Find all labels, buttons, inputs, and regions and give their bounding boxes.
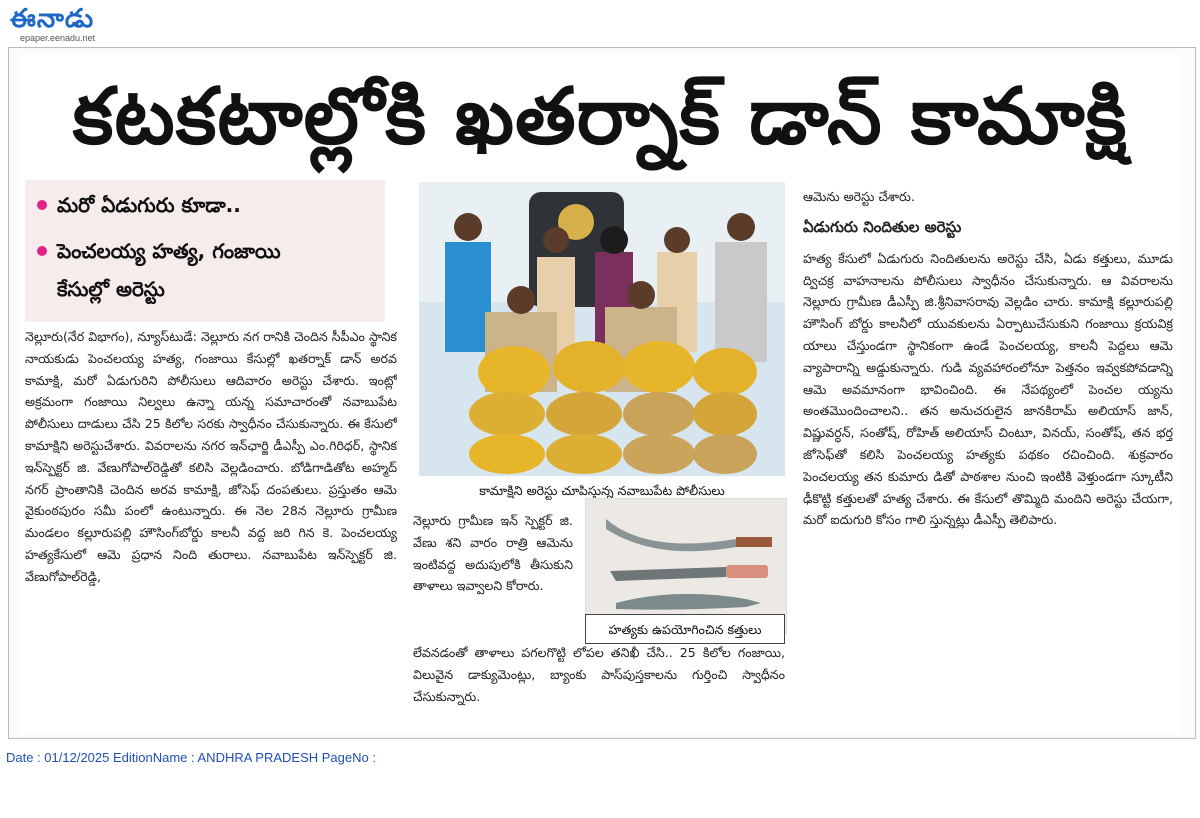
bullet-text: మరో ఏడుగురు కూడా.. (57, 193, 241, 217)
article-column-1 (25, 326, 397, 726)
news-clipping (8, 47, 1196, 739)
column-3-text: హత్య కేసులో ఏడుగురు నిందితులను అరెస్టు చేసి, ఏడు కత్తులు, మూడు ద్విచక్ర వాహనాలను పోలీసులు స్వాధీనం చేసుకున్నారు. ఆ వివరాలను నెల్లూరు గ్రామీణ డీఎస్పీ జి.శ్రీనివాసరావు వెల్లడిం చారు. కామాక్షి కల్లూరుపల్లి హౌసింగ్ బోర్డు కాలనీలో యువకులను ఏర్పాటుచేసుకుని గంజాయి క్రయవిక్ర యాలు చేస్తుండగా స్థానికంగా ఉండే పెంచలయ్య, కాలనీ పెద్దలు ఆమె వ్యాపారాన్ని అడ్డుకున్నారు. గుడి వ్యవహారంలోనూ పెత్తనం ఇవ్వకపోవడాన్ని ఆమె అవమానంగా భావించింది. ఈ నేపథ్యంలో పెంచల య్యను అంతమొందించాలని.. తన అనుచరులైన జానకిరామ్ అలియాస్ జాన్, విష్ణువర్ధన్, సంతోష్, రోహిత్ అలియాస్ చింటూ, వినయ్, సంతోష్, తన భర్త జోసెఫ్‌తో కలిసి పెంచలయ్య హత్యకు పథకం రచించింది. శుక్రవారం పెంచలయ్య తన కుమారు డితో పాఠశాల నుంచి ఇంటికి వెళ్తుండగా స్కూటీని ఢీకొట్టి కత్తులతో హత్య చేశారు. ఈ కేసులో తొమ్మిది మందిని అరెస్టు చేయగా, మరో ఐదుగురి కోసం గాలి స్తున్నట్లు డీఎస్పీ తెలిపారు. (803, 250, 1173, 528)
bullet-text: కేసుల్లో అరెస్టు (57, 277, 165, 301)
logo-url: epaper.eenadu.net (20, 33, 96, 43)
edition-footer: Date : 01/12/2025 EditionName : ANDHRA PRADESH PageNo : (6, 750, 376, 765)
bullet-dot-icon (37, 200, 47, 210)
photo-2-caption: హత్యకు ఉపయోగించిన కత్తులు (585, 614, 785, 644)
police-arrest-photo (419, 182, 785, 476)
article-headline: కటకటాల్లోకి ఖతర్నాక్ డాన్ కామాక్షి (72, 72, 1128, 162)
clipping-page (19, 54, 1181, 734)
knives-illustration (586, 499, 786, 633)
column-3-subheading: ఏడుగురు నిందితుల అరెస్టు (803, 217, 962, 236)
bullet-dot-icon (37, 246, 47, 256)
bullet-item-continued (37, 274, 377, 304)
bullet-item (37, 236, 377, 266)
bullet-text: పెంచలయ్య హత్య, గంజాయి (57, 239, 281, 263)
column-2-bottom-text: లేవనడంతో తాళాలు పగలగొట్టి లోపల తనిఖీ చేసి.. 25 కిలోల గంజాయి, విలువైన డాక్యుమెంట్లు, బ్యాంకు పాస్‌పుస్తకాలను గుర్తించి స్వాధీనం చేసుకున్నారు. (413, 645, 785, 704)
subheading-box (25, 180, 385, 322)
eenadu-logo (10, 4, 120, 44)
column-2-top-text: నెల్లూరు గ్రామీణ ఇన్ స్పెక్టర్ జి. వేణు శని వారం రాత్రి ఆమెను ఇంటివద్ద అదుపులోకి తీసుకుని తాళాలు ఇవ్వాలని కోరారు. (413, 513, 573, 594)
photo-1-caption: కామాక్షిని అరెస్టు చూపిస్తున్న నవాబుపేట పోలీసులు (419, 476, 785, 506)
bullet-item (37, 190, 377, 220)
photo-illustration (419, 182, 785, 476)
column-2-top-block (413, 510, 573, 626)
column-3-top-text: ఆమెను అరెస్టు చేశారు. (803, 189, 915, 204)
article-column-3 (803, 186, 1173, 726)
logo-wordmark: ఈనాడు (10, 4, 95, 34)
column-1-text: నెల్లూరు(నేర విభాగం), న్యూస్‌టుడే: నెల్లూరు నగ రానికి చెందిన సీపీఎం స్థానిక నాయకుడు పెంచలయ్య హత్య, గంజాయి కేసుల్లో ఖతర్నాక్ డాన్ అరవ కామాక్షి, మరో ఏడుగురిని పోలీసులు ఆదివారం అరెస్టు చేశారు. ఇంట్లో అక్రమంగా గంజాయి నిల్వలు ఉన్నా యన్న సమాచారంతో నవాబుపేట పోలీసులు దాడులు చేసి 25 కిలోల సరకు స్వాధీనం చేసుకున్నారు. ఈ కేసులో కామాక్షిని అరెస్టుచేశారు. వివరాలను నగర ఇన్‌ఛార్జి డీఎస్పీ ఎం.గిరిధర్, స్థానిక ఇన్‌స్పెక్టర్ జి. వేణుగోపాల్‌రెడ్డితో కలిసి వెల్లడించారు. బోడిగాడితోట అహ్మద్ నగర్ ప్రాంతానికి చెందిన అరవ కామాక్షి, జోసెఫ్ దంపతులు. ప్రస్తుతం ఆమె వైకుంఠపురం సమీ పంలో ఉంటున్నారు. ఈ నెల 28న నెల్లూరు గ్రామీణ మండలం కల్లూరుపల్లి హౌసింగ్‌బోర్డు కాలనీ వద్ద జరి గిన కె. పెంచలయ్య హత్యకేసులో ఆమె ప్రధాన నింది తురాలు. నవాబుపేట ఇన్‌స్పెక్టర్ జి. వేణుగోపాల్‌రెడ్డి, (25, 329, 397, 584)
